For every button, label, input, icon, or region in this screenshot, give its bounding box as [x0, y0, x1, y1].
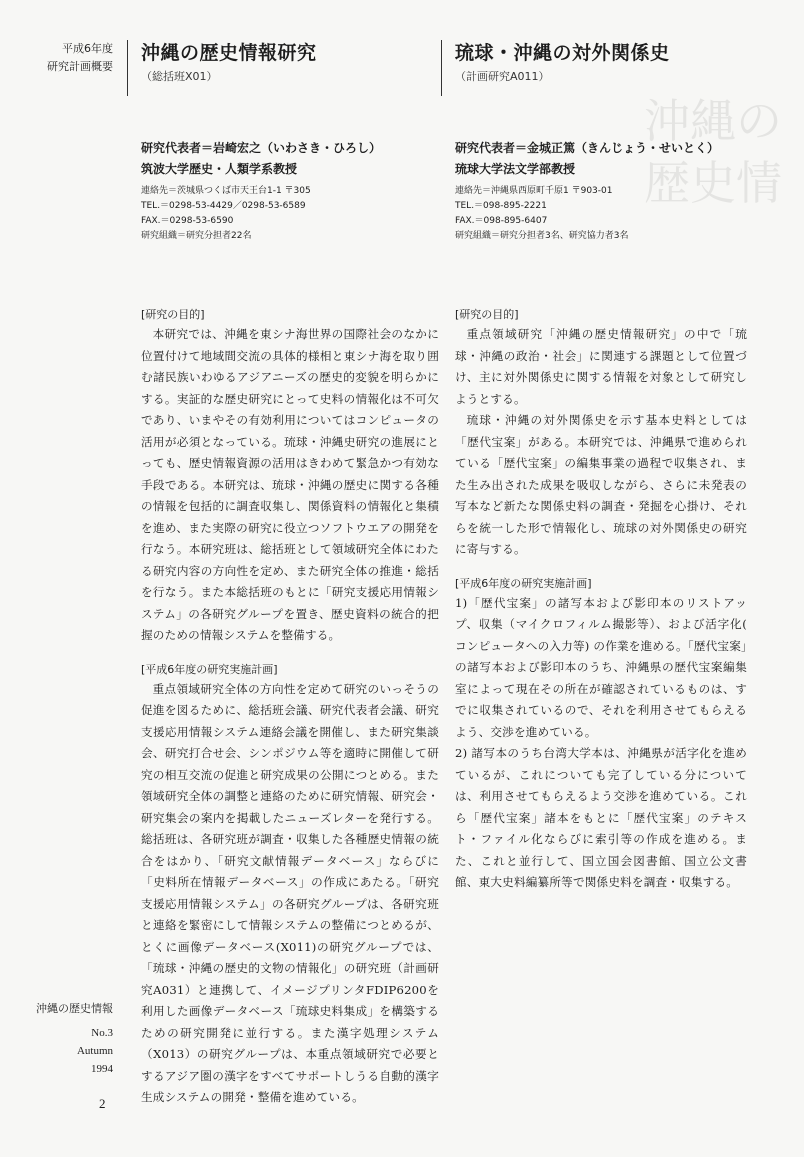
- left-contact-address: 連絡先＝茨城県つくば市天王台1-1 〒305: [141, 186, 311, 196]
- right-paragraph: 琉球・沖縄の対外関係史を示す基本史料としては「歴代宝案」がある。本研究では、沖縄県で進められている「歴代宝案」の編集事業の過程で収集され、また生み出された成果を吸収しながら、さらに未発表の写本など新たな関係史料の調査・発掘を心掛け、それらを統一した形で情報化し、琉球の対外関係史の研究に寄与する。: [455, 413, 747, 556]
- left-rep-name: 研究代表者＝岩崎宏之（いわさき・ひろし）: [141, 141, 382, 155]
- left-column: [141, 40, 439, 1109]
- right-contact-tel: TEL.＝098-895-2221: [455, 201, 547, 211]
- left-paragraph: 本研究では、沖縄を東シナ海世界の国際社会のなかに位置付けて地域間交流の具体的様相と東シナ海を取り囲む諸民族いわゆるアジアニーズの歴史的変貌を明らかにする。実証的な歴史研究にとって史料の情報化は不可欠であり、いまやその有効利用についてはコンピュータの活用が必須となっている。琉球・沖縄史研究の進展にとっても、歴史情報資源の活用はきわめて緊急かつ有効な手段である。本研究は、琉球・沖縄の歴史に関する各種の情報を包括的に調査収集し、関係資料の情報化と集積を進め、また実際の研究に役立つソフトウエアの開発を行なう。本研究班は、総括班として領域研究全体にわたる研究内容の方向性を定め、また研究全体の推進・総括を行なう。また本総括班のもとに「研究支援応用情報システム」の各研究グループを置き、歴史資料の統合的把握のための情報システムを整備する。: [141, 327, 439, 642]
- issue-year: 1994: [91, 1063, 113, 1075]
- right-subtitle: （計画研究A011）: [455, 70, 550, 83]
- right-section-heading: [平成6年度の研究実施計画]: [455, 576, 592, 590]
- right-rep-affiliation: 琉球大学法文学部教授: [455, 162, 576, 176]
- right-contact-address: 連絡先＝沖縄県西原町千原1 〒903-01: [455, 186, 613, 196]
- issue-season: Autumn: [76, 1045, 113, 1057]
- right-title-rule: [441, 40, 442, 96]
- right-paragraph: 重点領域研究「沖縄の歴史情報研究」の中で「琉球・沖縄の政治・社会」に関連する課題として位置づけ、主に対外関係史に関する情報を対象として研究しようとする。: [455, 327, 747, 406]
- left-subtitle: （総括班X01）: [141, 70, 218, 83]
- left-contact-tel: TEL.＝0298-53-4429／0298-53-6589: [141, 201, 306, 211]
- left-body: [141, 306, 439, 1109]
- publication-title: 沖縄の歴史情報: [36, 1002, 113, 1015]
- right-contact-org: 研究組織＝研究分担者3名、研究協力者3名: [455, 231, 629, 241]
- left-paragraph: 重点領域研究全体の方向性を定めて研究のいっそうの促進を図るために、総括班会議、研究代表者会議、研究支援応用情報システム連絡会議を開催し、また研究集談会、研究打合せ会、シンポジウム等を適時に開催して研究の相互交流の促進と研究成果の公開につとめる。また領域研究全体の調整と連絡のために研究情報、研究会・研究集会の案内を掲載したニューズレターを発行する。総括班は、各研究班が調査・収集した各種歴史情報の統合をはかり、「研究文献情報データベース」ならびに「史料所在情報データベース」の作成にあたる。「研究支援応用情報システム」の各研究グループは、各研究班と連絡を緊密にして情報システムの整備につとめるが、とくに画像データベース(X011)の研究グループでは、「琉球・沖縄の歴史的文物の情報化」の研究班（計画研究A031）と連携して、イメージプリンタFDIP6200を利用した画像データベース「琉球史料集成」を構築するための研究開発に並行する。また漢字処理システム（X013）の研究グループは、本重点領域研究で必要とするアジア圏の漢字をすべてサポートしうる自動的漢字生成システムの開発・整備を進めている。: [141, 681, 439, 1104]
- show-through-text: 沖縄の 歴史情: [644, 94, 782, 210]
- right-title: 琉球・沖縄の対外関係史: [455, 42, 670, 64]
- left-rep-affiliation: 筑波大学歴史・人類学系教授: [141, 162, 298, 176]
- left-title: 沖縄の歴史情報研究: [141, 42, 317, 64]
- right-representative: [455, 138, 747, 244]
- right-paragraph: 1)「歴代宝案」の諸写本および影印本のリストアップ、収集（マイクロフィルム撮影等）、および活字化( コンピュータへの入力等) の作業を進める。「歴代宝案」の諸写本および影印本のうち、沖縄県の歴代宝案編集室によって現在その所在が確認されているものは、すでに収集されているので、それを利用させてもらえるよう、交渉を進めている。: [455, 595, 747, 739]
- right-body: [455, 306, 747, 894]
- right-section-heading: [研究の目的]: [455, 308, 519, 321]
- left-contact-org: 研究組織＝研究分担者22名: [141, 231, 252, 241]
- right-column: [455, 40, 747, 894]
- left-section-heading: [研究の目的]: [141, 308, 205, 321]
- right-rep-name: 研究代表者＝金城正篤（きんじょう・せいとく）: [455, 141, 720, 155]
- right-paragraph: 2) 諸写本のうち台湾大学本は、沖縄県が活字化を進めているが、これについても完了している分については、利用させてもらえるよう交渉を進めている。これら「歴代宝案」諸本をもとに「歴代宝案」のテキスト・ファイル化ならびに索引等の作成を進める。また、これと並行して、国立国会図書館、国立公文書館、東大史料編纂所等で関係史料を調査・収集する。: [455, 746, 747, 889]
- issue-number: No.3: [91, 1027, 113, 1039]
- left-contact-fax: FAX.＝0298-53-6590: [141, 216, 234, 226]
- right-contact: [455, 184, 747, 244]
- publication-info: [36, 1000, 113, 1078]
- left-title-rule: [127, 40, 128, 96]
- left-representative: [141, 138, 439, 244]
- sidebar-era: 平成6年度: [62, 42, 113, 55]
- sidebar-label: 研究計画概要: [47, 60, 113, 73]
- right-contact-fax: FAX.＝098-895-6407: [455, 216, 548, 226]
- page-number: 2: [99, 1096, 106, 1111]
- left-section-heading: [平成6年度の研究実施計画]: [141, 662, 278, 676]
- left-contact: [141, 184, 439, 244]
- sidebar-header: [47, 40, 113, 76]
